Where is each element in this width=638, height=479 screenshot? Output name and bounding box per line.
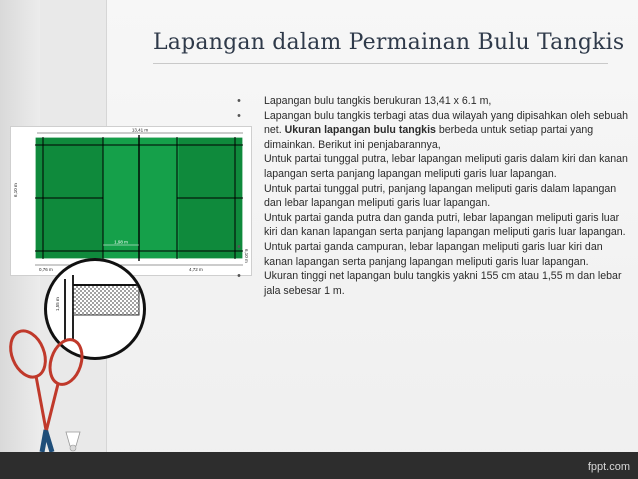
bullet-item (232, 152, 628, 181)
racket-head (45, 335, 88, 388)
bullet-fragment: Lapangan bulu tangkis berukuran 13,41 x 6.1 m, (264, 95, 492, 107)
court-svg (11, 127, 251, 275)
racket-grip (46, 432, 52, 452)
bullet-text (264, 94, 628, 109)
footer-bar (0, 452, 638, 479)
length-label: 13,41 m (131, 127, 149, 133)
bullet-marker: • (237, 270, 241, 283)
bullet-item (232, 182, 628, 211)
bottom-label-1: 0,76 m (39, 267, 53, 272)
bullet-text (264, 211, 628, 240)
bullet-text (264, 152, 628, 181)
bullet-text (264, 240, 628, 269)
net-height-label: 1,55 m (55, 297, 60, 311)
title-underline (153, 63, 608, 64)
width-label: 6,10 m (13, 183, 18, 197)
bullet-marker: • (237, 109, 241, 122)
shuttlecock (66, 432, 80, 446)
bullet-text (264, 109, 628, 153)
bullet-item (232, 211, 628, 240)
bullet-text (264, 182, 628, 211)
racket-head (4, 326, 52, 382)
footer-brand: fppt.com (587, 461, 630, 473)
bottom-label-3: 4,72 m (189, 267, 203, 272)
net-mesh (73, 285, 139, 315)
bullet-fragment: Untuk partai ganda putra dan ganda putri, lebar lapangan meliputi garis luar kiri dan kanan lapangan serta panjang lapangan meliputi garis luar lapangan. (264, 211, 626, 239)
shuttlecock-base (70, 445, 76, 451)
bullet-fragment: Untuk partai tunggal putra, lebar lapangan meliputi garis dalam kiri dan kanan lapangan serta panjang lapangan meliputi garis luar lapangan. (264, 153, 628, 180)
bullet-fragment: berbeda untuk setiap partai yang dimainkan. Berikut ini penjabarannya, (264, 124, 594, 151)
racket-shaft (46, 384, 58, 432)
slide-title: Lapangan dalam Permainan Bulu Tangkis (153, 30, 625, 55)
bullet-fragment: Lapangan bulu tangkis terbagi atas dua wilayah yang dipisahkan oleh sebuah net. (264, 109, 628, 137)
bullet-emphasis: Ukuran lapangan bulu tangkis (284, 124, 436, 137)
bullet-item (232, 109, 628, 153)
bullet-text (264, 269, 628, 298)
bullet-fragment: Untuk partai tunggal putri, panjang lapangan meliputi garis dalam lapangan dan lebar lapangan meliputi garis luar lapangan. (264, 182, 617, 210)
bullet-fragment: Untuk partai ganda campuran, lebar lapangan meliputi garis luar kiri dan kanan lapangan serta panjang lapangan meliputi garis luar lapangan. (264, 240, 603, 268)
bullet-item (232, 94, 628, 109)
racket-shaft (36, 376, 46, 430)
center-label: 1,98 m (114, 239, 128, 245)
bullet-list (232, 94, 628, 298)
bullet-item (232, 269, 628, 298)
court-diagram (10, 126, 252, 276)
bullet-marker: • (237, 240, 241, 253)
bullet-item (232, 240, 628, 269)
bullet-marker: • (237, 95, 241, 107)
rackets-illustration (0, 320, 110, 460)
bullet-fragment: Ukuran tinggi net lapangan bulu tangkis yakni 155 cm atau 1,55 m dan lebar jala sebesar 1 m. (264, 270, 622, 297)
right-width-label: 6,10 m (244, 249, 249, 263)
